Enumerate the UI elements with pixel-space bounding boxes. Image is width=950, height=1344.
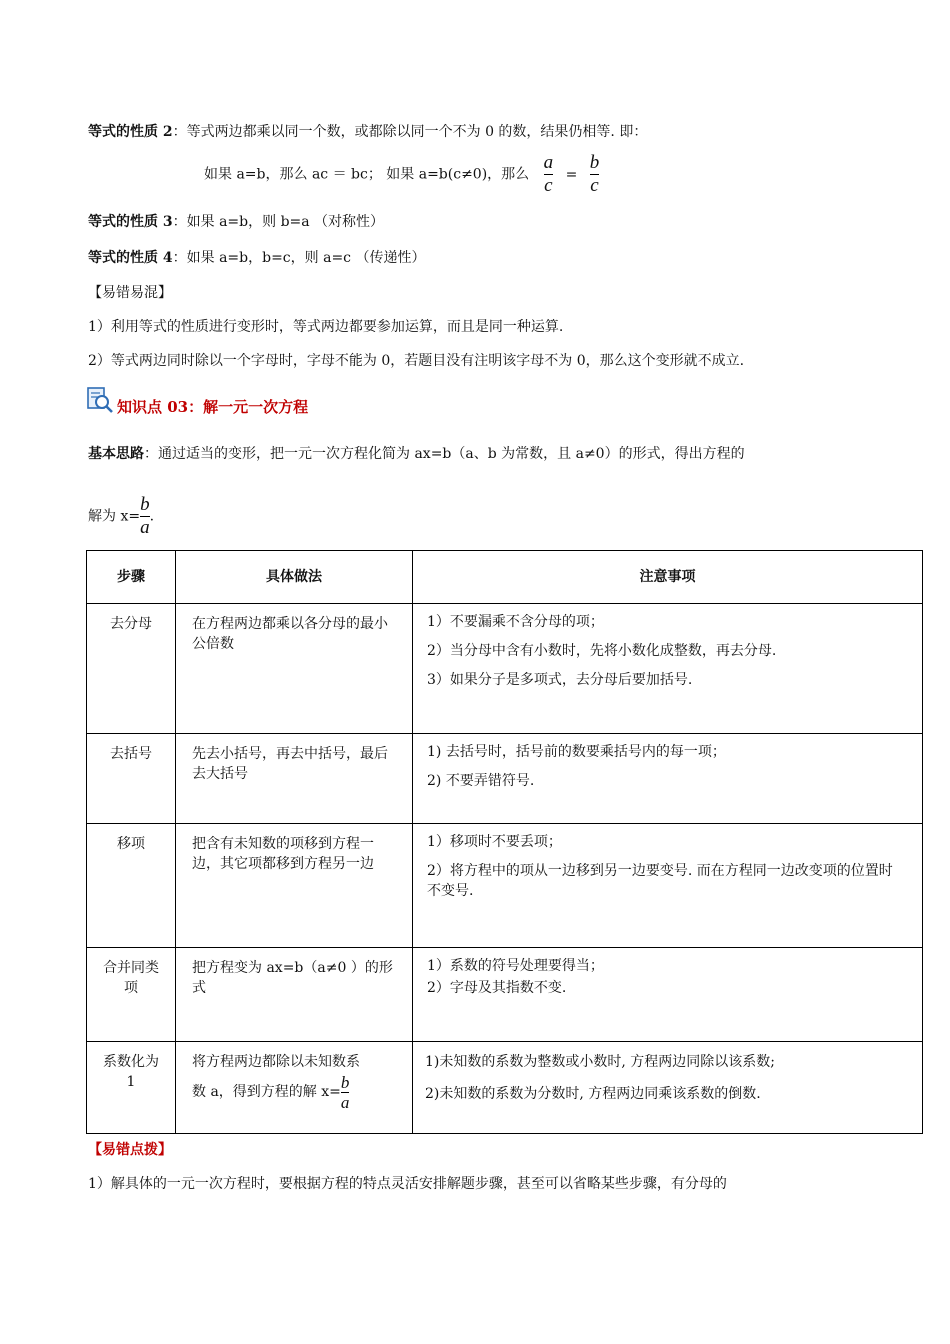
- property-4-text: ：如果 a=b，b=c，则 a=c （传递性）: [172, 250, 426, 266]
- equals-sign: =: [565, 166, 578, 183]
- property-4: [88, 248, 425, 268]
- confusion-title: 【易错易混】: [88, 285, 172, 301]
- basic-idea-text: ：通过适当的变形，把一元一次方程化简为 ax=b（a、b 为常数，且 a≠0）的形式，得出方程的: [144, 446, 745, 462]
- fraction-b-over-a: [140, 494, 150, 539]
- note: 2)未知数的系数为分数时, 方程两边同乘该系数的倒数.: [425, 1086, 761, 1102]
- property-2-formula: [204, 152, 599, 197]
- fraction-denominator: a: [340, 1092, 350, 1112]
- method-text: 数 a，得到方程的解 x=: [192, 1084, 341, 1100]
- solution-prefix: 解为 x=: [88, 508, 141, 525]
- confusion-item-2: 2）等式两边同时除以一个字母时，字母不能为 0，若题目没有注明该字母不为 0，那么这个变形就不成立.: [88, 353, 745, 369]
- fraction-numerator: a: [543, 152, 554, 173]
- notes-cell: [413, 824, 923, 948]
- knowledge-point-title: 知识点 03：解一元一次方程: [117, 398, 309, 416]
- property-3: [88, 212, 384, 232]
- fraction-b-over-c: [590, 152, 600, 197]
- table-header-row: [87, 551, 923, 604]
- method-cell: [176, 1042, 413, 1134]
- table-row: [87, 604, 923, 734]
- step-cell: 去括号: [87, 734, 176, 824]
- table-row: [87, 1042, 923, 1134]
- magnifier-document-icon: [86, 386, 114, 414]
- header-step: 步骤: [87, 551, 176, 604]
- method-line: 将方程两边都除以未知数系: [192, 1054, 360, 1070]
- fraction-denominator: c: [544, 175, 553, 196]
- note: 1）不要漏乘不含分母的项；: [427, 614, 604, 630]
- property-4-label: 等式的性质 4: [88, 250, 173, 266]
- solving-steps-table: [86, 550, 923, 1134]
- property-2: [88, 122, 647, 142]
- table-row: [87, 734, 923, 824]
- tips-item-1: 1）解具体的一元一次方程时，要根据方程的特点灵活安排解题步骤，甚至可以省略某些步骤，有分母的: [88, 1176, 727, 1192]
- fraction-b-over-a: [341, 1073, 350, 1112]
- method-cell: 把含有未知数的项移到方程一边，其它项都移到方程另一边: [176, 824, 413, 948]
- property-2-text: ：等式两边都乘以同一个数，或都除以同一个不为 0 的数，结果仍相等. 即：: [172, 124, 648, 140]
- table-row: [87, 824, 923, 948]
- tips-title: 【易错点拨】: [88, 1142, 172, 1158]
- fraction-denominator: c: [590, 175, 599, 196]
- header-notes: 注意事项: [413, 551, 923, 604]
- step-cell: 移项: [87, 824, 176, 948]
- method-cell: 在方程两边都乘以各分母的最小公倍数: [176, 604, 413, 734]
- note: 2）将方程中的项从一边移到另一边要变号. 而在方程同一边改变项的位置时不变号.: [427, 863, 893, 899]
- method-cell: 把方程变为 ax=b（a≠0 ）的形式: [176, 948, 413, 1042]
- fraction-numerator: b: [340, 1072, 350, 1092]
- notes-cell: [413, 1042, 923, 1134]
- note: 2）当分母中含有小数时，先将小数化成整数，再去分母.: [427, 643, 777, 659]
- note: 3）如果分子是多项式，去分母后要加括号.: [427, 672, 693, 688]
- fraction-numerator: b: [140, 494, 150, 515]
- note: 1) 去括号时，括号前的数要乘括号内的每一项；: [427, 744, 726, 760]
- basic-idea-label: 基本思路: [88, 446, 144, 462]
- basic-idea: [88, 444, 745, 464]
- fraction-a-over-c: [544, 152, 554, 197]
- step-cell: 合并同类项: [87, 948, 176, 1042]
- method-line: [192, 1072, 396, 1112]
- property-2-label: 等式的性质 2: [88, 124, 173, 140]
- note: 1）移项时不要丢项；: [427, 834, 562, 850]
- note: 2）字母及其指数不变.: [427, 980, 567, 996]
- method-cell: 先去小括号，再去中括号，最后去大括号: [176, 734, 413, 824]
- note: 1)未知数的系数为整数或小数时, 方程两边同除以该系数;: [425, 1054, 775, 1070]
- step-cell: 系数化为 1: [87, 1042, 176, 1134]
- formula-text: 如果 a=b，那么 ac ＝ bc； 如果 a=b(c≠0)，那么: [204, 166, 530, 183]
- step-cell: 去分母: [87, 604, 176, 734]
- solution-suffix: .: [149, 508, 155, 525]
- note: 1）系数的符号处理要得当；: [427, 958, 604, 974]
- notes-cell: [413, 734, 923, 824]
- notes-cell: [413, 948, 923, 1042]
- note: 2) 不要弄错符号.: [427, 773, 535, 789]
- notes-cell: [413, 604, 923, 734]
- fraction-numerator: b: [589, 152, 600, 173]
- confusion-item-1: 1）利用等式的性质进行变形时，等式两边都要参加运算，而且是同一种运算.: [88, 319, 564, 335]
- fraction-denominator: a: [140, 517, 150, 538]
- property-3-label: 等式的性质 3: [88, 214, 173, 230]
- basic-solution: [88, 494, 154, 539]
- property-3-text: ：如果 a=b，则 b=a （对称性）: [172, 214, 385, 230]
- header-method: 具体做法: [176, 551, 413, 604]
- table-row: [87, 948, 923, 1042]
